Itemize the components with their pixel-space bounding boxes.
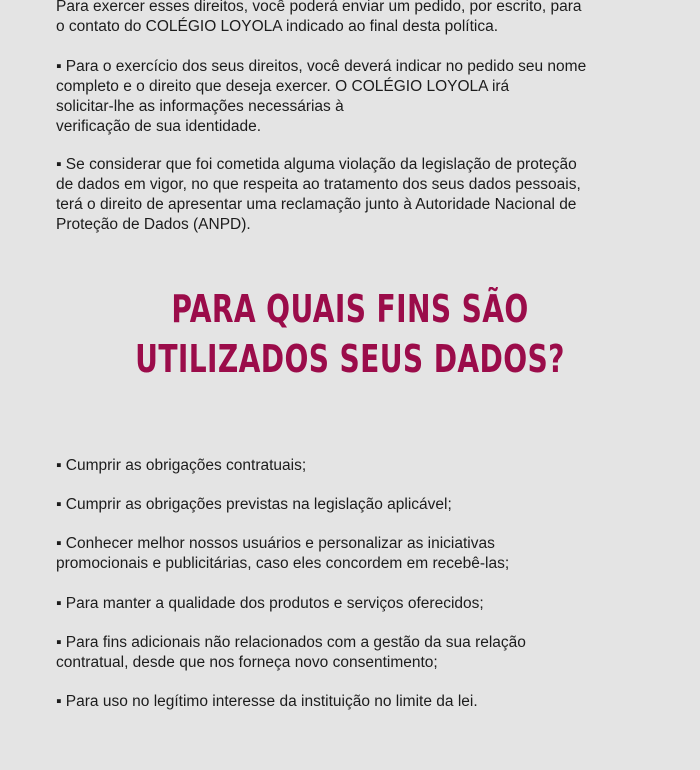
purpose-item-line: ▪ Conhecer melhor nossos usuários e personalizar as iniciativas [56,535,495,552]
purpose-item [56,692,646,712]
paragraph-line: completo e o direito que deseja exercer. O COLÉGIO LOYOLA irá [56,78,510,95]
purpose-item [56,495,646,515]
rights-complaint-paragraph [56,155,646,235]
purpose-item-line: promocionais e publicitárias, caso eles concordem em recebê-las; [56,555,510,572]
rights-exercise-paragraph [56,57,646,137]
purpose-item-line: ▪ Cumprir as obrigações previstas na legislação aplicável; [56,496,452,513]
paragraph-line: ▪ Para o exercício dos seus direitos, você deverá indicar no pedido seu nome [56,58,587,75]
paragraph-line: Proteção de Dados (ANPD). [56,216,251,233]
purpose-item [56,633,646,673]
paragraph-line: solicitar-lhe as informações necessárias à [56,98,344,115]
purpose-item-line: ▪ Para fins adicionais não relacionados com a gestão da sua relação [56,634,526,651]
paragraph-line: verificação de sua identidade. [56,118,262,135]
purpose-item [56,456,646,476]
paragraph-line: ▪ Se considerar que foi cometida alguma violação da legislação de proteção [56,156,577,173]
rights-intro-paragraph [56,0,646,37]
section-heading [91,284,609,384]
paragraph-line: de dados em vigor, no que respeita ao tratamento dos seus dados pessoais, [56,176,581,193]
heading-line: UTILIZADOS SEUS DADOS? [135,337,565,381]
paragraph-line: o contato do COLÉGIO LOYOLA indicado ao final desta política. [56,18,499,35]
paragraph-line: terá o direito de apresentar uma reclamação junto à Autoridade Nacional de [56,196,577,213]
heading-line: PARA QUAIS FINS SÃO [171,287,529,331]
purpose-item-line: ▪ Cumprir as obrigações contratuais; [56,457,307,474]
purpose-item [56,594,646,614]
purpose-item-line: contratual, desde que nos forneça novo consentimento; [56,654,438,671]
paragraph-line: Para exercer esses direitos, você poderá enviar um pedido, por escrito, para [56,0,582,15]
purpose-item-line: ▪ Para uso no legítimo interesse da instituição no limite da lei. [56,693,478,710]
purpose-item-line: ▪ Para manter a qualidade dos produtos e serviços oferecidos; [56,595,484,612]
purpose-item [56,534,646,574]
